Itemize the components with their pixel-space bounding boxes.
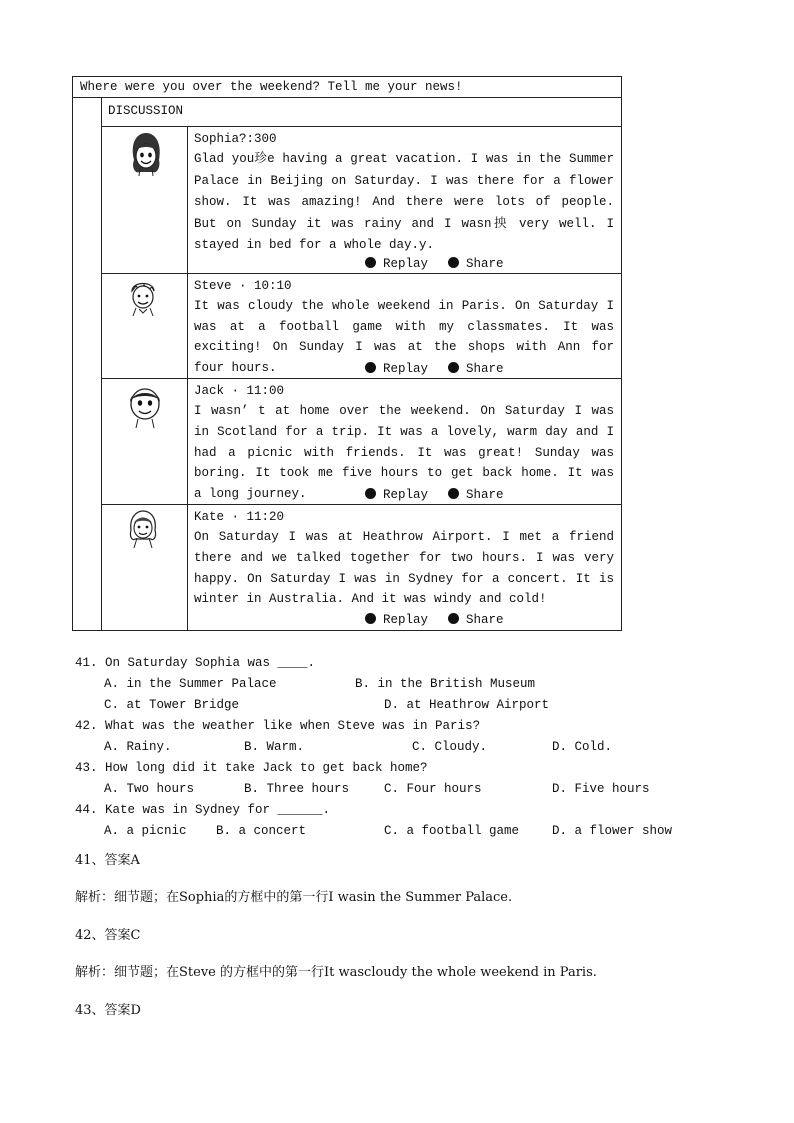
answer-label: 42、答案C <box>75 928 141 943</box>
share-button[interactable]: Share <box>448 486 504 504</box>
jack-avatar-icon <box>126 382 164 430</box>
question-stem: 43. How long did it take Jack to get back home? <box>75 761 428 775</box>
question-option: D. at Heathrow Airport <box>384 698 550 712</box>
question-option: C. Cloudy. <box>412 740 488 754</box>
question-option: B. Warm. <box>244 740 305 754</box>
post-text: It was cloudy the whole weekend in Paris. On Saturday I was at a football game with my classmates. It was exciting! On Sunday I was at the shops with Ann for four hours. <box>194 299 614 375</box>
question-option: C. a football game <box>384 824 520 838</box>
question-option: A. a picnic <box>104 824 187 838</box>
bullet-icon <box>448 613 459 624</box>
question-stem: 41. On Saturday Sophia was ____. <box>75 656 316 670</box>
question-option: D. Five hours <box>552 782 650 796</box>
share-button[interactable]: Share <box>448 255 504 273</box>
question-option: B. in the British Museum <box>355 677 536 691</box>
question-option: B. Three hours <box>244 782 350 796</box>
avatar-cell <box>102 505 188 630</box>
discussion-label: DISCUSSION <box>102 98 621 127</box>
question-option: C. Four hours <box>384 782 482 796</box>
reply-button[interactable]: Replay <box>365 255 428 273</box>
sophia-avatar-icon <box>126 130 166 178</box>
bullet-icon <box>365 257 376 268</box>
share-button[interactable]: Share <box>448 360 504 378</box>
post-text: On Saturday I was at Heathrow Airport. I met a friend there and we talked together for two hours. I was very happy. On Saturday I was in Sydney for a concert. It is winter in Australia. And it was windy and cold! <box>194 530 614 607</box>
answer-label: 43、答案D <box>75 1003 141 1018</box>
bullet-icon <box>365 613 376 624</box>
post-kate <box>102 505 621 630</box>
share-button[interactable]: Share <box>448 611 504 629</box>
answer-explanation: 解析：细节题；在Sophia的方框中的第一行I wasin the Summer Palace. <box>75 890 513 905</box>
post-actions <box>249 486 504 504</box>
post-author: Steve · 10:10 <box>194 279 292 293</box>
post-sophia <box>102 127 621 274</box>
bullet-icon <box>365 488 376 499</box>
post-actions <box>249 360 504 378</box>
answer-label: 41、答案A <box>75 853 140 868</box>
question-stem: 42. What was the weather like when Steve was in Paris? <box>75 719 481 733</box>
reply-button[interactable]: Replay <box>365 486 428 504</box>
bullet-icon <box>365 362 376 373</box>
question-option: D. Cold. <box>552 740 613 754</box>
reply-button[interactable]: Replay <box>365 360 428 378</box>
question-option: A. Two hours <box>104 782 195 796</box>
question-stem: 44. Kate was in Sydney for ______. <box>75 803 331 817</box>
kate-avatar-icon <box>126 508 160 550</box>
steve-avatar-icon <box>126 277 160 317</box>
bullet-icon <box>448 362 459 373</box>
forum-title: Where were you over the weekend? Tell me your news! <box>73 77 621 98</box>
question-option: C. at Tower Bridge <box>104 698 240 712</box>
forum-table <box>72 76 622 631</box>
avatar-cell <box>102 274 188 378</box>
question-option: A. in the Summer Palace <box>104 677 277 691</box>
post-actions <box>249 611 504 629</box>
reply-button[interactable]: Replay <box>365 611 428 629</box>
post-text: Glad you珍e having a great vacation. I was in the Summer Palace in Beijing on Saturday. I was there for a flower show. It was amazing! And there were lots of people. But on Sunday it was rainy and I wasn抰 very well. I stayed in bed for a whole day.y. <box>194 152 614 252</box>
question-option: B. a concert <box>216 824 307 838</box>
answer-explanation: 解析：细节题；在Steve 的方框中的第一行It wascloudy the whole weekend in Paris. <box>75 965 597 980</box>
question-option: A. Rainy. <box>104 740 172 754</box>
bullet-icon <box>448 257 459 268</box>
post-text: I wasn’ t at home over the weekend. On Saturday I was in Scotland for a trip. It was a lovely, warm day and I had a picnic with friends. It was great! Sunday was boring. It took me five hours to get back home. It was a long journey. <box>194 404 614 502</box>
post-author: Kate · 11:20 <box>194 510 285 524</box>
post-author: Jack · 11:00 <box>194 384 285 398</box>
post-author: Sophia?:300 <box>194 132 277 146</box>
post-actions <box>249 255 504 273</box>
post-steve <box>102 274 621 379</box>
bullet-icon <box>448 488 459 499</box>
post-jack <box>102 379 621 505</box>
left-gutter <box>73 98 102 630</box>
avatar-cell <box>102 127 188 273</box>
avatar-cell <box>102 379 188 504</box>
question-option: D. a flower show <box>552 824 673 838</box>
